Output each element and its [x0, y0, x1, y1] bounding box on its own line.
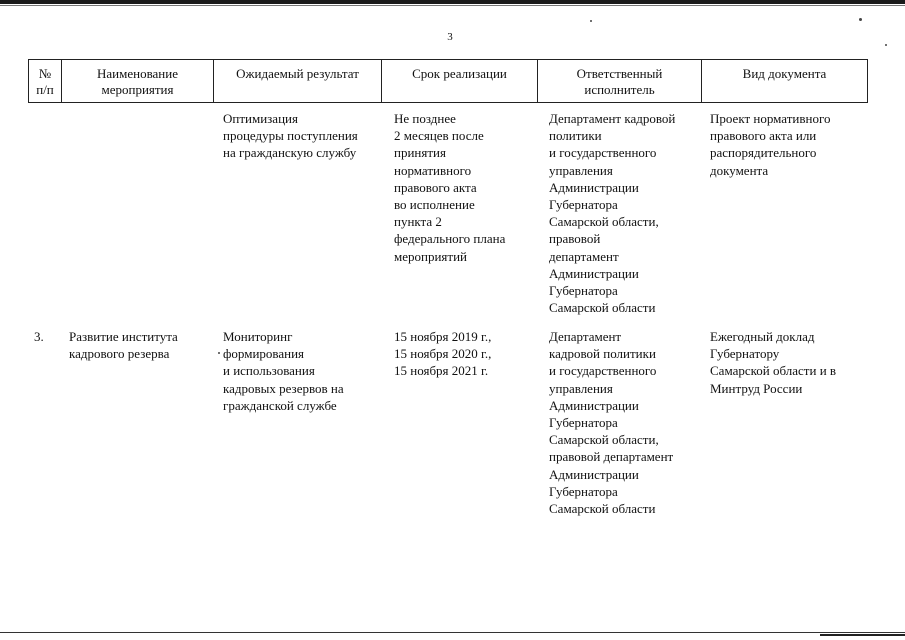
row-executor: Департамент кадровой политики и государственного управления Администрации Губернатора Самарской области, правовой департамент Администрации Губернатора Самарской области: [549, 111, 676, 316]
scan-speck: [885, 44, 887, 46]
scan-bottom-border-thick: [820, 634, 905, 636]
header-number: № п/п: [29, 60, 62, 102]
header-deadline: Срок реализации: [382, 60, 538, 102]
header-executor: Ответственный исполнитель: [538, 60, 702, 102]
header-document-type: Вид документа: [742, 66, 827, 81]
scan-top-border-thin: [0, 5, 905, 6]
scan-top-border: [0, 0, 905, 4]
scan-bottom-border: [0, 632, 905, 633]
row-expected-result: Мониторинг формирования и использования кадровых резервов на гражданской службе: [223, 329, 344, 413]
row-deadline: 15 ноября 2019 г., 15 ноября 2020 г., 15 ноября 2021 г.: [394, 329, 492, 379]
row-expected-result: Оптимизация процедуры поступления на гражданскую службу: [223, 111, 358, 161]
row-document-type: Ежегодный доклад Губернатору Самарской области и в Минтруд России: [710, 329, 837, 396]
page-number: 3: [447, 31, 453, 43]
header-activity-name: Наименование мероприятия: [62, 60, 214, 102]
table-header-row: [28, 59, 868, 103]
row-deadline: Не позднее 2 месяцев после принятия нормативного правового акта во исполнение пункта 2 федерального плана мероприятий: [394, 111, 506, 264]
header-expected-result: Ожидаемый результат: [214, 60, 382, 102]
row-number: 3.: [34, 329, 44, 344]
row-document-type: Проект нормативного правового акта или распорядительного документа: [710, 111, 831, 178]
row-activity-name: Развитие института кадрового резерва: [69, 329, 178, 362]
scan-speck: [590, 20, 592, 22]
row-executor: Департамент кадровой политики и государственного управления Администрации Губернатора Самарской области, правовой департамент Администрации Губернатора Самарской области: [549, 329, 674, 517]
scan-speck: [859, 18, 862, 21]
